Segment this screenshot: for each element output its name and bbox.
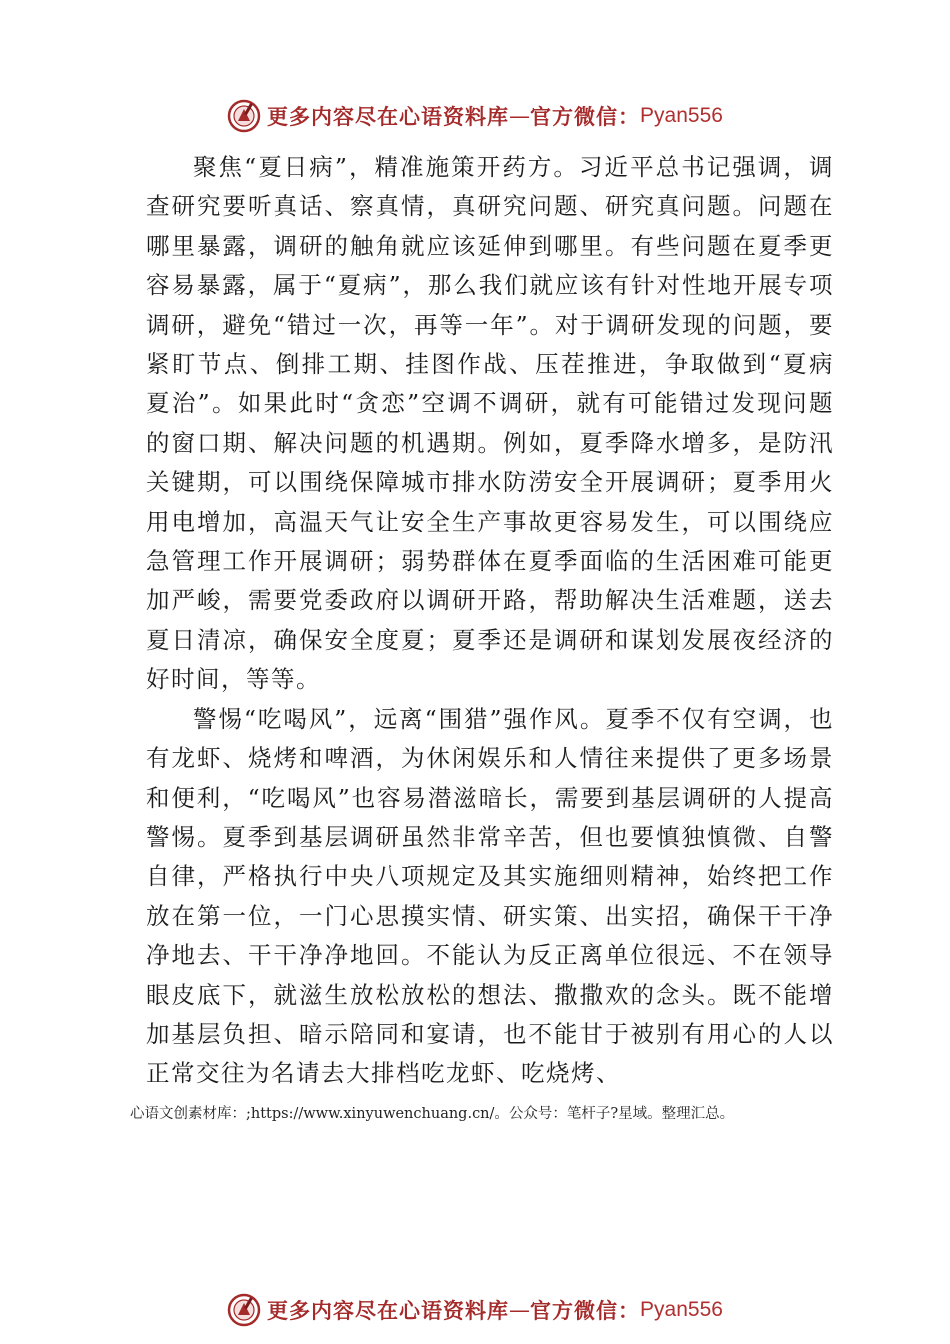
paragraph: 聚焦“夏日病”，精准施策开药方。习近平总书记强调，调查研究要听真话、察真情，真研究问题、研究真问题。问题在哪里暴露，调研的触角就应该延伸到哪里。有些问题在夏季更容易暴露，属于“夏病”，那么我们就应该有针对性地开展专项调研，避免“错过一次，再等一年”。对于调研发现的问题，要紧盯节点、倒排工期、挂图作战、压茬推进，争取做到“夏病夏治”。如果此时“贪恋”空调不调研，就有可能错过发现问题的窗口期、解决问题的机遇期。例如，夏季降水增多，是防汛关键期，可以围绕保障城市排水防涝安全开展调研；夏季用火用电增加，高温天气让安全生产事故更容易发生，可以围绕应急管理工作开展调研；弱势群体在夏季面临的生活困难可能更加严峻，需要党委政府以调研开路，帮助解决生活难题，送去夏日清凉，确保安全度夏；夏季还是调研和谋划发展夜经济的好时间，等等。: [146, 153, 834, 694]
article-body: [146, 148, 834, 1094]
banner-separator: —: [509, 104, 531, 128]
seal-logo-icon: [227, 99, 261, 133]
banner-wechat-handle: Pyan556: [640, 1298, 723, 1321]
footer-banner: [0, 1290, 950, 1330]
banner-official-label: 官方微信：: [530, 1299, 641, 1323]
header-banner: [0, 96, 950, 136]
banner-main-text: 更多内容尽在心语资料库: [267, 105, 510, 129]
paragraph: 警惕“吃喝风”，远离“围猎”强作风。夏季不仅有空调，也有龙虾、烧烤和啤酒，为休闲娱乐和人情往来提供了更多场景和便利，“吃喝风”也容易潜滋暗长，需要到基层调研的人提高警惕。夏季到基层调研虽然非常辛苦，但也要慎独慎微、自警自律，严格执行中央八项规定及其实施细则精神，始终把工作放在第一位，一门心思摸实情、研实策、出实招，确保干干净净地去、干干净净地回。不能认为反正离单位很远、不在领导眼皮底下，就滋生放松放松的想法、撒撒欢的念头。既不能增加基层负担、暗示陪同和宴请，也不能甘于被别有用心的人以正常交往为名请去大排档吃龙虾、吃烧烤、: [146, 704, 834, 1088]
banner-wechat-handle: Pyan556: [640, 104, 723, 127]
banner-main-text: 更多内容尽在心语资料库: [267, 1299, 510, 1323]
banner-separator: —: [509, 1298, 531, 1322]
banner-official-label: 官方微信：: [530, 105, 641, 129]
source-note: 心语文创素材库：;https://www.xinyuwenchuang.cn/。公众号：笔杆子?星域。整理汇总。: [130, 1106, 735, 1122]
seal-logo-icon: [227, 1293, 261, 1327]
